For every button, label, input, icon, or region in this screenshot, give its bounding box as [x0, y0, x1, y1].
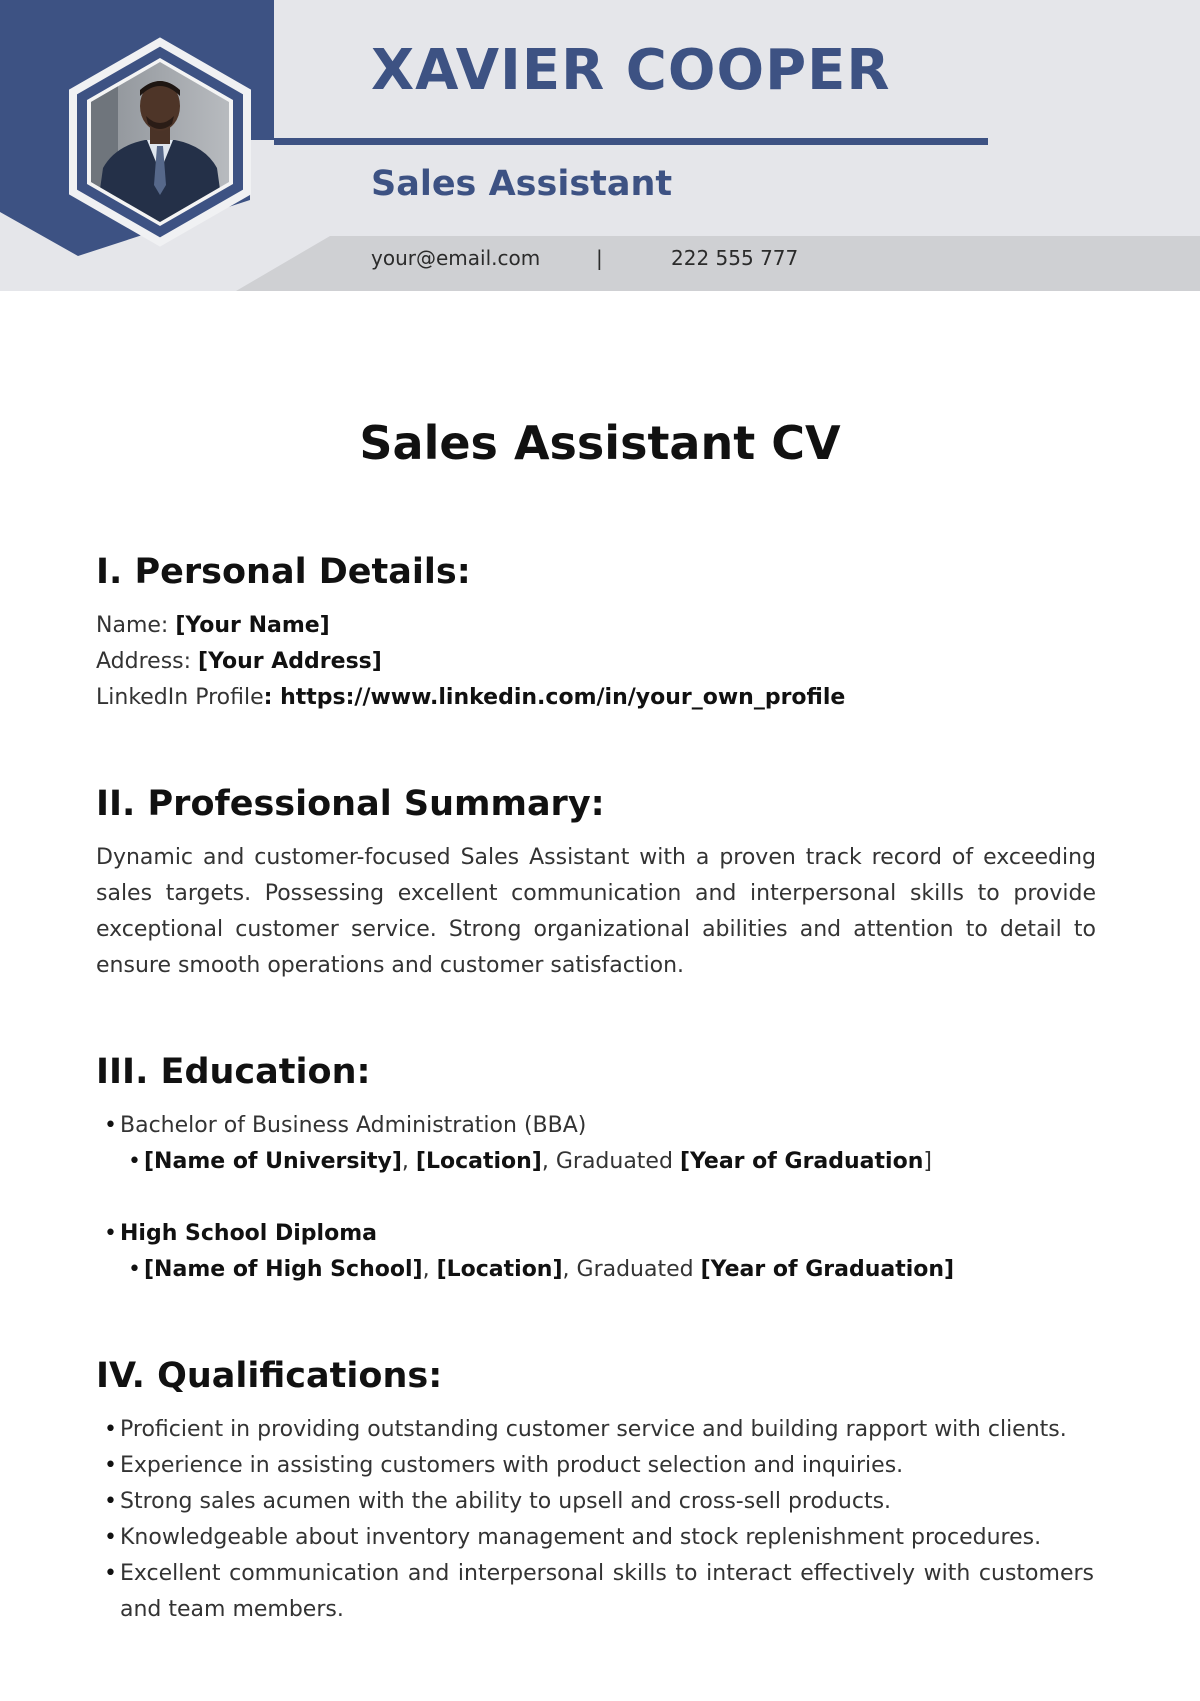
contact-separator: |	[596, 246, 603, 270]
candidate-name: XAVIER COOPER	[371, 38, 891, 103]
list-item: • High School Diploma	[96, 1216, 1096, 1252]
section-qualifications	[96, 1356, 1096, 1628]
list-item: • Knowledgeable about inventory management and stock replenishment procedures.	[96, 1520, 1094, 1556]
document-title: Sales Assistant CV	[359, 416, 841, 470]
section-professional-summary	[96, 784, 1096, 984]
header-accent-line	[274, 138, 988, 145]
section-heading: II. Professional Summary:	[96, 784, 605, 824]
list-item: • Strong sales acumen with the ability to upsell and cross-sell products.	[96, 1484, 1094, 1520]
list-item: • [Name of High School], [Location], Graduated [Year of Graduation]	[96, 1252, 1096, 1288]
candidate-role: Sales Assistant	[371, 164, 673, 204]
section-heading: IV. Qualifications:	[96, 1356, 443, 1396]
list-item: • Proficient in providing outstanding customer service and building rapport with clients.	[96, 1412, 1094, 1448]
phone-text: 222 555 777	[671, 246, 799, 270]
email-text: your@email.com	[371, 246, 541, 270]
address-line: Address: [Your Address]	[96, 649, 382, 674]
list-item: • Experience in assisting customers with product selection and inquiries.	[96, 1448, 1094, 1484]
linkedin-value: : https://www.linkedin.com/in/your_own_profile	[263, 685, 846, 710]
name-value: [Your Name]	[175, 613, 330, 638]
list-item: • [Name of University], [Location], Graduated [Year of Graduation]	[96, 1144, 1096, 1180]
section-heading: III. Education:	[96, 1052, 371, 1092]
education-list	[96, 1108, 1096, 1288]
section-education	[96, 1052, 1096, 1288]
list-item: • Excellent communication and interpersonal skills to interact effectively with customers and team members.	[96, 1556, 1094, 1628]
qualifications-list	[96, 1412, 1096, 1628]
list-item: • Bachelor of Business Administration (BBA)	[96, 1108, 1096, 1144]
name-line: Name: [Your Name]	[96, 613, 330, 638]
header-banner	[0, 0, 1200, 291]
section-personal-details	[96, 552, 1096, 716]
address-value: [Your Address]	[198, 649, 382, 674]
linkedin-line: LinkedIn Profile: https://www.linkedin.com/in/your_own_profile	[96, 685, 846, 710]
summary-paragraph: Dynamic and customer-focused Sales Assistant with a proven track record of exceeding sales targets. Possessing excellent communication and interpersonal skills to provide exceptional customer service. Strong organizational abilities and attention to detail to ensure smooth operations and customer satisfaction.	[96, 845, 1096, 978]
section-heading: I. Personal Details:	[96, 552, 471, 592]
